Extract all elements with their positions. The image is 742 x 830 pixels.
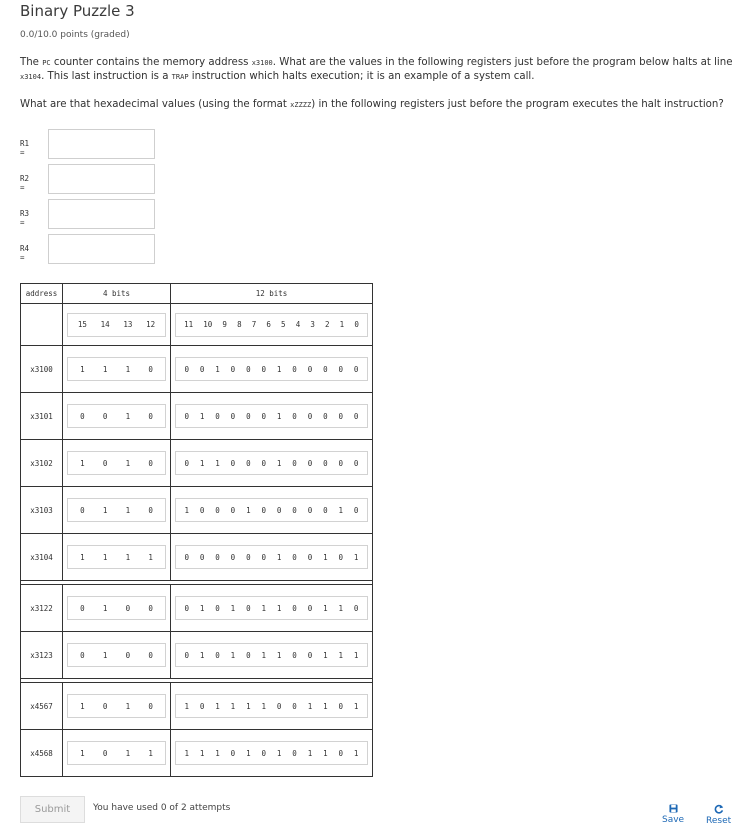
binary-table — [20, 283, 373, 777]
hi-bits — [67, 451, 166, 475]
bit-value: 0 — [230, 748, 236, 758]
bit-value: 0 — [353, 364, 359, 374]
bit-value: 1 — [338, 505, 344, 515]
bit-value: 1 — [307, 701, 313, 711]
bit-value: 0 — [215, 505, 220, 515]
bit-value: 0 — [292, 411, 297, 421]
address-cell: x4567 — [21, 683, 63, 730]
table-row — [21, 730, 373, 777]
bit-value: 1 — [338, 650, 344, 660]
bit-value: 1 — [184, 701, 189, 711]
register-label: R3 = — [20, 209, 30, 227]
lo-bits — [175, 545, 368, 569]
bit-value: 0 — [230, 364, 236, 374]
hi-bits-cell — [63, 346, 171, 393]
bit-value: 0 — [323, 411, 328, 421]
hi-bits — [67, 498, 166, 522]
bit-value: 0 — [184, 458, 189, 468]
table-row — [21, 683, 373, 730]
bit-value: 1 — [246, 701, 251, 711]
lo-bits-cell — [171, 632, 373, 679]
bit-position: 4 — [295, 320, 301, 329]
bit-value: 1 — [80, 458, 85, 468]
bit-value: 0 — [102, 748, 108, 758]
table-row — [21, 393, 373, 440]
bit-value: 0 — [307, 552, 313, 562]
bit-value: 0 — [199, 701, 205, 711]
bit-value: 0 — [125, 603, 131, 613]
address-cell: x3122 — [21, 585, 63, 632]
bit-value: 0 — [338, 458, 344, 468]
bit-position: 15 — [77, 320, 87, 329]
address-cell: x3101 — [21, 393, 63, 440]
hi-bits-cell — [63, 683, 171, 730]
bit-position: 5 — [281, 320, 286, 329]
lo-bits — [175, 596, 368, 620]
bit-value: 0 — [215, 411, 220, 421]
bit-value: 0 — [261, 748, 266, 758]
bit-value: 0 — [148, 603, 153, 613]
bit-value: 0 — [199, 364, 205, 374]
bit-value: 0 — [80, 650, 85, 660]
bit-value: 1 — [353, 650, 359, 660]
bit-value: 0 — [148, 458, 153, 468]
bit-value: 0 — [148, 364, 153, 374]
register-label: R2 = — [20, 174, 30, 192]
bit-value: 1 — [323, 552, 328, 562]
bit-value: 0 — [246, 364, 251, 374]
bit-value: 0 — [338, 552, 344, 562]
bit-position: 13 — [123, 320, 133, 329]
points-status: 0.0/10.0 points (graded) — [20, 30, 130, 40]
bit-position: 3 — [310, 320, 315, 329]
bit-value: 0 — [307, 458, 313, 468]
bit-value: 1 — [102, 505, 108, 515]
code-trap: TRAP — [171, 73, 189, 81]
hi-bits-cell — [63, 487, 171, 534]
text: ) in the following registers just before the program executes the halt instruction? — [311, 99, 724, 110]
bit-position: 8 — [237, 320, 242, 329]
bit-value: 0 — [148, 650, 153, 660]
bit-value: 1 — [276, 411, 282, 421]
bit-value: 1 — [184, 748, 189, 758]
hi-bits-cell — [63, 730, 171, 777]
bit-value: 0 — [292, 603, 297, 613]
r4-input[interactable] — [48, 234, 155, 264]
bit-value: 0 — [199, 552, 205, 562]
bit-value: 0 — [230, 505, 236, 515]
bit-position: 12 — [146, 320, 156, 329]
hi-bits — [67, 404, 166, 428]
save-icon — [669, 804, 678, 813]
lo-bits — [175, 357, 368, 381]
bit-value: 1 — [353, 701, 359, 711]
bit-value: 1 — [125, 505, 131, 515]
bit-value: 0 — [353, 411, 359, 421]
bit-value: 0 — [307, 364, 313, 374]
code-format: xZZZZ — [290, 101, 312, 109]
lo-bits — [175, 498, 368, 522]
submit-button[interactable]: Submit — [20, 796, 85, 823]
r3-input[interactable] — [48, 199, 155, 229]
bit-value: 1 — [261, 701, 266, 711]
bit-value: 0 — [338, 748, 344, 758]
lo-bits-cell — [171, 585, 373, 632]
table-row — [21, 440, 373, 487]
hi-bits — [67, 545, 166, 569]
bit-value: 1 — [215, 701, 220, 711]
hi-positions — [67, 313, 166, 337]
lo-bits-cell — [171, 346, 373, 393]
bit-value: 1 — [102, 552, 108, 562]
bit-value: 0 — [148, 701, 153, 711]
bit-value: 0 — [184, 364, 189, 374]
bit-position: 10 — [203, 320, 213, 329]
bit-value: 1 — [80, 552, 85, 562]
lo-bits-cell — [171, 393, 373, 440]
bit-value: 1 — [80, 748, 85, 758]
bit-value: 1 — [102, 650, 108, 660]
bit-value: 1 — [199, 650, 205, 660]
bit-value: 1 — [148, 552, 153, 562]
bit-position: 7 — [251, 320, 257, 329]
bit-value: 1 — [215, 364, 220, 374]
bit-value: 1 — [125, 364, 131, 374]
bit-value: 1 — [276, 748, 282, 758]
header-4-bits: 4 bits — [63, 284, 171, 304]
bit-value: 1 — [276, 603, 282, 613]
bit-value: 1 — [230, 603, 236, 613]
bit-value: 1 — [102, 364, 108, 374]
bit-value: 1 — [246, 505, 251, 515]
text: . This last instruction is a — [41, 71, 172, 82]
bit-value: 0 — [80, 411, 85, 421]
bit-value: 0 — [292, 458, 297, 468]
bit-value: 0 — [307, 505, 313, 515]
bit-value: 0 — [148, 411, 153, 421]
bit-value: 0 — [184, 552, 189, 562]
header-row — [21, 284, 373, 304]
bit-value: 0 — [338, 411, 344, 421]
bit-value: 1 — [276, 650, 282, 660]
hi-bits — [67, 357, 166, 381]
bit-value: 0 — [261, 505, 266, 515]
table-row — [21, 632, 373, 679]
code-pc: PC — [42, 59, 51, 67]
bit-value: 0 — [307, 411, 313, 421]
bit-value: 1 — [323, 701, 328, 711]
hi-positions-cell — [63, 304, 171, 346]
bit-value: 0 — [184, 650, 189, 660]
bit-value: 0 — [353, 458, 359, 468]
text: . What are the values in the following registers just before the program below halts at line — [272, 57, 733, 68]
reset-label: Reset — [706, 816, 732, 826]
bit-value: 0 — [276, 505, 282, 515]
lo-bits-cell — [171, 440, 373, 487]
bit-position: 14 — [100, 320, 110, 329]
lo-bits — [175, 643, 368, 667]
bit-value: 0 — [80, 603, 85, 613]
bit-value: 0 — [276, 701, 282, 711]
bit-value: 1 — [80, 364, 85, 374]
bit-value: 1 — [125, 701, 131, 711]
bit-position: 1 — [339, 320, 345, 329]
bit-value: 1 — [353, 748, 359, 758]
bit-position: 6 — [266, 320, 271, 329]
bit-value: 0 — [230, 552, 236, 562]
page-title: Binary Puzzle 3 — [20, 2, 135, 20]
bit-position: 9 — [222, 320, 227, 329]
save-button[interactable] — [662, 804, 684, 825]
empty-cell — [21, 304, 63, 346]
bit-value: 0 — [246, 603, 251, 613]
address-cell: x4568 — [21, 730, 63, 777]
bit-value: 0 — [102, 411, 108, 421]
lo-positions — [175, 313, 368, 337]
r1-input[interactable] — [48, 129, 155, 159]
bit-value: 0 — [261, 411, 266, 421]
bit-value: 1 — [276, 364, 282, 374]
bit-value: 1 — [353, 552, 359, 562]
bit-value: 0 — [199, 505, 205, 515]
hi-bits-cell — [63, 585, 171, 632]
lo-bits-cell — [171, 683, 373, 730]
question-paragraph-2 — [20, 98, 736, 112]
bit-value: 1 — [199, 411, 205, 421]
bit-position-row — [21, 304, 373, 346]
bit-value: 1 — [215, 458, 220, 468]
bit-value: 0 — [230, 411, 236, 421]
bit-value: 0 — [261, 552, 266, 562]
bit-value: 0 — [246, 650, 251, 660]
bit-value: 0 — [292, 505, 297, 515]
address-cell: x3123 — [21, 632, 63, 679]
bit-value: 0 — [292, 364, 297, 374]
lo-bits — [175, 741, 368, 765]
lo-bits-cell — [171, 487, 373, 534]
bit-value: 0 — [353, 603, 359, 613]
bit-value: 1 — [338, 603, 344, 613]
lo-positions-cell — [171, 304, 373, 346]
address-cell: x3103 — [21, 487, 63, 534]
bit-value: 0 — [125, 650, 131, 660]
bit-value: 0 — [292, 748, 297, 758]
hi-bits — [67, 741, 166, 765]
register-label: R1 = — [20, 139, 30, 157]
bit-value: 0 — [323, 505, 328, 515]
address-cell: x3100 — [21, 346, 63, 393]
bit-value: 0 — [246, 458, 251, 468]
bit-value: 1 — [125, 748, 131, 758]
bit-value: 1 — [276, 458, 282, 468]
bit-value: 1 — [276, 552, 282, 562]
address-cell: x3104 — [21, 534, 63, 581]
bit-value: 0 — [323, 364, 328, 374]
bit-value: 0 — [353, 505, 359, 515]
bit-value: 1 — [125, 411, 131, 421]
text: The — [20, 57, 43, 68]
hi-bits — [67, 596, 166, 620]
bit-value: 0 — [292, 701, 297, 711]
bit-value: 0 — [80, 505, 85, 515]
hi-bits — [67, 694, 166, 718]
text: What are that hexadecimal values (using the format — [20, 99, 291, 110]
text: instruction which halts execution; it is an example of a system call. — [188, 71, 535, 82]
table-row — [21, 487, 373, 534]
bit-value: 1 — [148, 748, 153, 758]
bit-value: 1 — [246, 748, 251, 758]
bit-value: 1 — [125, 552, 131, 562]
bit-value: 0 — [184, 603, 189, 613]
table-row — [21, 585, 373, 632]
hi-bits-cell — [63, 534, 171, 581]
bit-value: 0 — [307, 650, 313, 660]
code-address: x3100 — [251, 59, 273, 67]
bit-value: 1 — [80, 701, 85, 711]
lo-bits-cell — [171, 534, 373, 581]
table-rows — [21, 346, 373, 777]
bit-value: 1 — [307, 748, 313, 758]
hi-bits-cell — [63, 393, 171, 440]
bit-value: 1 — [323, 603, 328, 613]
text: counter contains the memory address — [50, 57, 252, 68]
hi-bits — [67, 643, 166, 667]
bit-position: 2 — [325, 320, 330, 329]
bit-position: 0 — [354, 320, 359, 329]
r2-input[interactable] — [48, 164, 155, 194]
lo-bits — [175, 404, 368, 428]
header-12-bits: 12 bits — [171, 284, 373, 304]
bit-value: 1 — [261, 650, 266, 660]
header-address: address — [21, 284, 63, 304]
bit-value: 0 — [292, 650, 297, 660]
save-label: Save — [662, 815, 685, 825]
reset-button[interactable] — [706, 804, 731, 826]
bit-value: 1 — [230, 650, 236, 660]
code-line: x3104 — [20, 73, 42, 81]
bit-position: 11 — [184, 320, 194, 329]
bit-value: 0 — [307, 603, 313, 613]
bit-value: 1 — [199, 748, 205, 758]
bit-value: 0 — [148, 505, 153, 515]
bit-value: 1 — [199, 458, 205, 468]
bit-value: 0 — [215, 552, 220, 562]
table-row — [21, 534, 373, 581]
bit-value: 0 — [102, 458, 108, 468]
attempts-text: You have used 0 of 2 attempts — [93, 803, 231, 813]
lo-bits — [175, 694, 368, 718]
bit-value: 0 — [215, 650, 220, 660]
register-label: R4 = — [20, 244, 30, 262]
bit-value: 1 — [230, 701, 236, 711]
bit-value: 1 — [261, 603, 266, 613]
bit-value: 0 — [338, 701, 344, 711]
bit-value: 0 — [184, 411, 189, 421]
bit-value: 1 — [199, 603, 205, 613]
bit-value: 0 — [230, 458, 236, 468]
question-paragraph-1 — [20, 56, 736, 84]
bit-value: 0 — [246, 552, 251, 562]
table-row — [21, 346, 373, 393]
bit-value: 0 — [246, 411, 251, 421]
lo-bits-cell — [171, 730, 373, 777]
bit-value: 0 — [261, 364, 266, 374]
reset-icon — [714, 804, 724, 814]
bit-value: 1 — [323, 748, 328, 758]
bit-value: 0 — [323, 458, 328, 468]
bit-value: 1 — [125, 458, 131, 468]
address-cell: x3102 — [21, 440, 63, 487]
bit-value: 0 — [102, 701, 108, 711]
hi-bits-cell — [63, 440, 171, 487]
bit-value: 0 — [215, 603, 220, 613]
bit-value: 1 — [184, 505, 189, 515]
lo-bits — [175, 451, 368, 475]
bit-value: 1 — [102, 603, 108, 613]
bit-value: 1 — [323, 650, 328, 660]
bit-value: 0 — [292, 552, 297, 562]
bit-value: 0 — [338, 364, 344, 374]
bit-value: 1 — [215, 748, 220, 758]
bit-value: 0 — [261, 458, 266, 468]
hi-bits-cell — [63, 632, 171, 679]
